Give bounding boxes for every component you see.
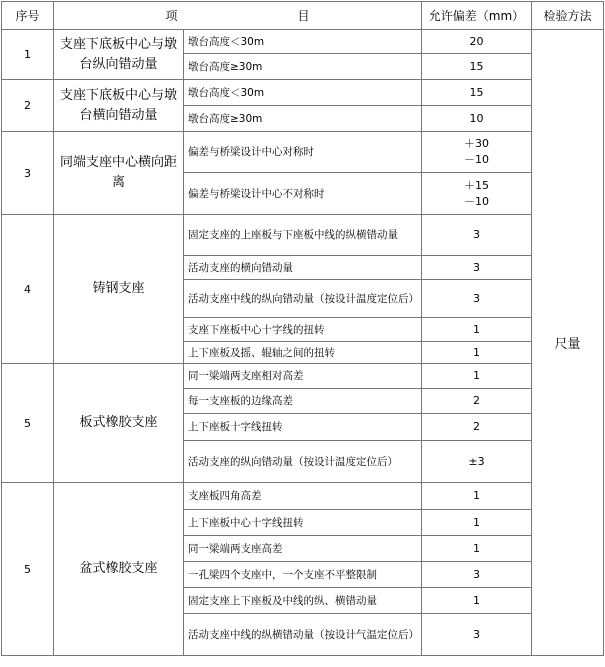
method-cell: 尺量	[532, 30, 604, 656]
seq-cell: 3	[2, 132, 54, 215]
item-cell: 墩台高度＜30m	[184, 30, 422, 54]
tolerance-cell: 10	[422, 106, 532, 132]
item-cell: 活动支座中线的纵向错动量（按设计温度定位后）	[184, 280, 422, 318]
item-cell: 同一梁端两支座相对高差	[184, 364, 422, 389]
tolerance-upper: ＋15	[464, 178, 489, 192]
item-cell: 同一梁端两支座高差	[184, 536, 422, 562]
header-item-right: 目	[297, 9, 310, 23]
tolerance-cell: 15	[422, 54, 532, 80]
table-row	[2, 80, 604, 106]
seq-cell: 2	[2, 80, 54, 132]
item-cell: 墩台高度≥30m	[184, 54, 422, 80]
header-method: 检验方法	[532, 2, 604, 30]
item-cell: 偏差与桥梁设计中心对称时	[184, 132, 422, 173]
item-cell: 支座下座板中心十字线的扭转	[184, 318, 422, 342]
seq-cell: 5	[2, 483, 54, 656]
tolerance-lower: －10	[464, 194, 489, 208]
tolerance-upper: ＋30	[464, 137, 489, 150]
tolerance-cell: 3	[422, 215, 532, 256]
tolerance-cell: 3	[422, 562, 532, 588]
item-cell: 上下座板中心十字线扭转	[184, 510, 422, 536]
tolerance-cell: 1	[422, 510, 532, 536]
table-row	[2, 30, 604, 54]
header-item-left: 项	[165, 9, 178, 23]
tolerance-cell: 1	[422, 483, 532, 510]
category-cell: 支座下底板中心与墩台纵向错动量	[54, 30, 184, 80]
item-cell: 偏差与桥梁设计中心不对称时	[184, 173, 422, 215]
tolerance-cell: 2	[422, 389, 532, 414]
tolerance-cell: 3	[422, 256, 532, 280]
item-cell: 活动支座的横向错动量	[184, 256, 422, 280]
tolerance-cell: 1	[422, 342, 532, 364]
tolerance-cell: 15	[422, 80, 532, 106]
category-cell: 板式橡胶支座	[54, 364, 184, 483]
category-cell: 盆式橡胶支座	[54, 483, 184, 656]
tolerance-cell: 3	[422, 614, 532, 656]
tolerance-lower: －10	[464, 153, 489, 166]
item-cell: 固定支座的上座板与下座板中线的纵横错动量	[184, 215, 422, 256]
seq-cell: 4	[2, 215, 54, 364]
tolerance-cell: ±3	[422, 441, 532, 483]
table-row	[2, 483, 604, 510]
inspection-table	[1, 1, 604, 656]
tolerance-cell: 20	[422, 30, 532, 54]
tolerance-cell	[422, 173, 532, 215]
category-cell: 支座下底板中心与墩台横向错动量	[54, 80, 184, 132]
item-cell: 上下座板十字线扭转	[184, 414, 422, 441]
header-row	[2, 2, 604, 30]
seq-cell: 1	[2, 30, 54, 80]
item-cell: 墩台高度＜30m	[184, 80, 422, 106]
tolerance-cell	[422, 132, 532, 173]
table-row	[2, 132, 604, 173]
table-row	[2, 364, 604, 389]
seq-cell: 5	[2, 364, 54, 483]
item-cell: 支座板四角高差	[184, 483, 422, 510]
category-cell: 同端支座中心横向距离	[54, 132, 184, 215]
header-seq: 序号	[2, 2, 54, 30]
category-cell: 铸钢支座	[54, 215, 184, 364]
item-cell: 活动支座中线的纵横错动量（按设计气温定位后）	[184, 614, 422, 656]
tolerance-cell: 1	[422, 536, 532, 562]
item-cell: 固定支座上下座板及中线的纵、横错动量	[184, 588, 422, 614]
tolerance-cell: 1	[422, 364, 532, 389]
table-row	[2, 215, 604, 256]
item-cell: 一孔梁四个支座中，一个支座不平整限制	[184, 562, 422, 588]
item-cell: 墩台高度≥30m	[184, 106, 422, 132]
tolerance-cell: 3	[422, 280, 532, 318]
item-cell: 活动支座的纵向错动量（按设计温度定位后）	[184, 441, 422, 483]
header-tolerance: 允许偏差（mm）	[422, 2, 532, 30]
tolerance-cell: 2	[422, 414, 532, 441]
item-cell: 上下座板及摇、辊轴之间的扭转	[184, 342, 422, 364]
tolerance-cell: 1	[422, 318, 532, 342]
item-cell: 每一支座板的边缘高差	[184, 389, 422, 414]
header-item	[54, 2, 422, 30]
tolerance-cell: 1	[422, 588, 532, 614]
